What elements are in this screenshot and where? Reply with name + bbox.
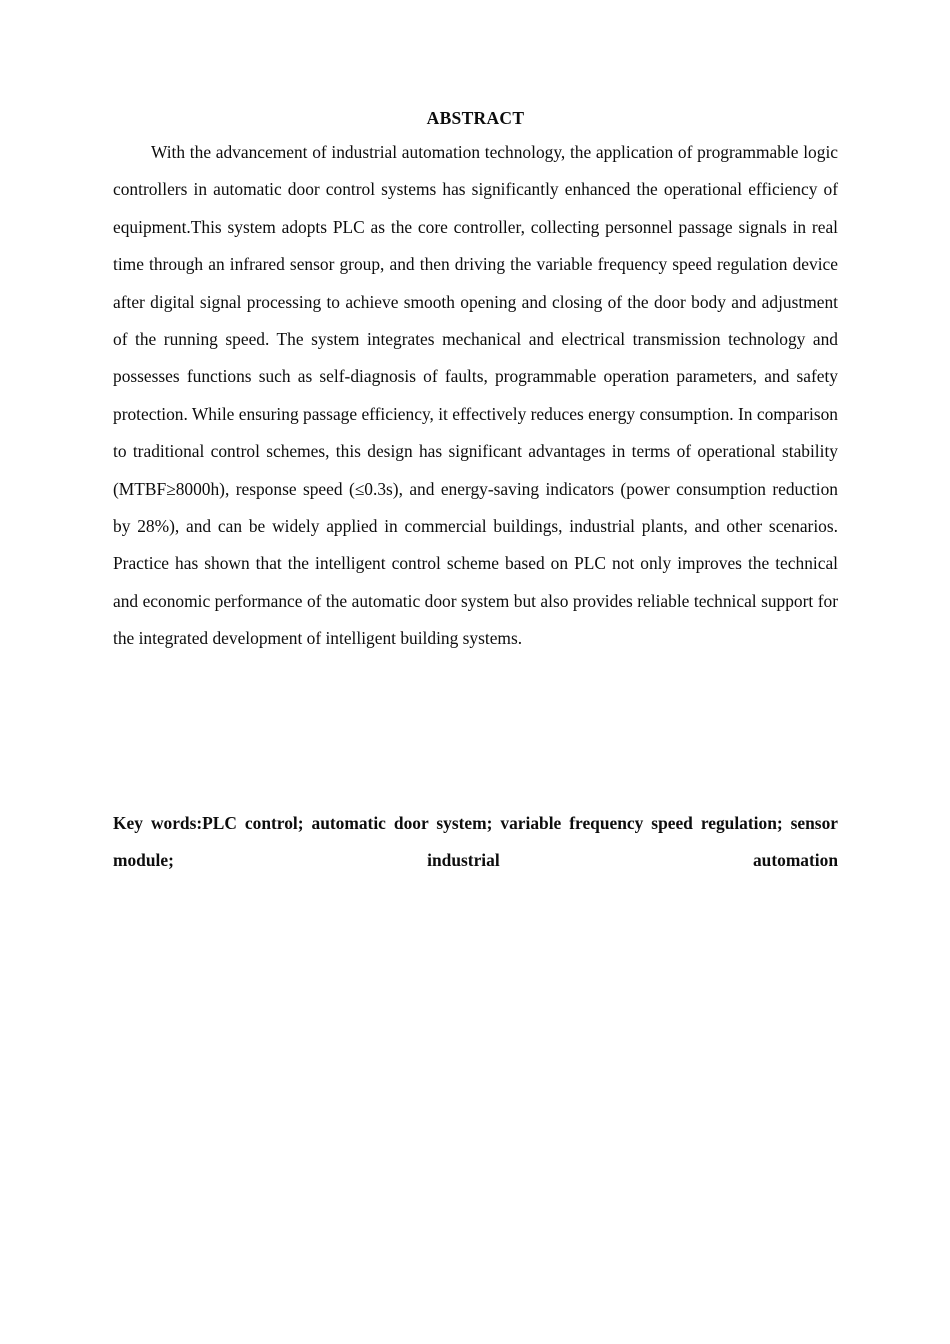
page-title: ABSTRACT bbox=[426, 108, 525, 128]
abstract-section bbox=[113, 110, 838, 658]
keywords-section bbox=[113, 805, 838, 915]
abstract-body-paragraph: With the advancement of industrial automation technology, the application of programmable logic controllers in automatic door control systems has significantly enhanced the operational efficiency of equipment.This system adopts PLC as the core controller, collecting personnel passage signals in real time through an infrared sensor group, and then driving the variable frequency speed regulation device after digital signal processing to achieve smooth opening and closing of the door body and adjustment of the running speed. The system integrates mechanical and electrical transmission technology and possesses functions such as self-diagnosis of faults, programmable operation parameters, and safety protection. While ensuring passage efficiency, it effectively reduces energy consumption. In comparison to traditional control schemes, this design has significant advantages in terms of operational stability (MTBF≥8000h), response speed (≤0.3s), and energy-saving indicators (power consumption reduction by 28%), and can be widely applied in commercial buildings, industrial plants, and other scenarios. Practice has shown that the intelligent control scheme based on PLC not only improves the technical and economic performance of the automatic door system but also provides reliable technical support for the integrated development of intelligent building systems. bbox=[113, 142, 838, 649]
keywords-line: Key words:PLC control; automatic door system; variable frequency speed regulation; sensor module; industrial automation bbox=[113, 813, 838, 870]
